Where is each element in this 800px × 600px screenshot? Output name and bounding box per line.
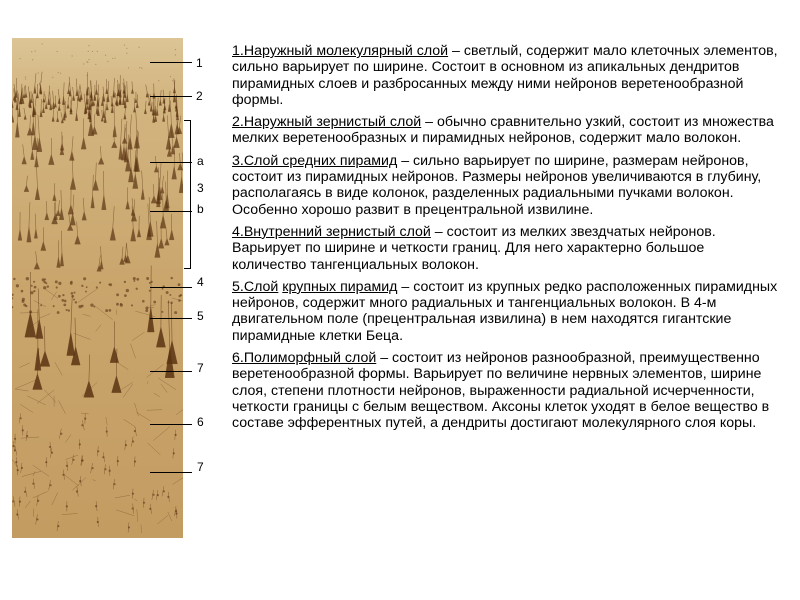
marker-7b: 7: [197, 460, 204, 474]
marker-a: a: [197, 154, 204, 168]
marker-6: 6: [197, 415, 204, 429]
marker-3: 3: [197, 181, 204, 195]
layer-3-paragraph: [232, 153, 780, 218]
layer-6-text: – состоит из нейронов разнообразной, преимущественно веретенообразной формы. Варьирует по величине нервных элементов, ширине слоя, степени плотности нейронов, выраженности радиальной исчерченности, четкости границы с белым веществом. Аксоны клеток уходят в белое вещество в составе эфферентных путей, а дендриты достигают молекулярного слоя коры.: [232, 350, 770, 432]
layer-3-bracket: [184, 120, 191, 269]
layer-2-text: – обычно сравнительно узкий, состоит из множества мелких веретенообразных и пирамидных нейронов, содержит мало волокон.: [232, 114, 774, 147]
marker-4: 4: [197, 275, 204, 289]
leader-line-b: [150, 211, 192, 212]
leader-line-1: [150, 62, 192, 63]
layer-5-title-2: крупных пирамид: [282, 278, 398, 295]
layer-3-title: 3.Слой средних пирамид: [232, 152, 398, 169]
layer-5-text: – состоит из крупных редко расположенных пирамидных нейронов, содержит много радиальных и тангенциальных волокон. В 4-м двигательном поле (прецентральная извилина) в нем находятся гигантские пирамидные клетки Беца.: [232, 278, 778, 344]
marker-5: 5: [197, 309, 204, 323]
layer-6-title: 6.Полиморфный слой: [232, 350, 377, 367]
marker-b: b: [197, 202, 204, 216]
layer-1-title: 1.Наружный молекулярный слой: [232, 43, 449, 59]
leader-line-6: [150, 424, 192, 425]
leader-line-7b: [150, 472, 192, 473]
marker-1: 1: [196, 56, 203, 70]
leader-line-2: [150, 96, 192, 97]
layer-1-paragraph: [232, 43, 780, 108]
leader-line-4: [150, 287, 192, 288]
layer-4-text: – состоит из мелких звездчатых нейронов. Варьирует по ширине и четкости границ. Для него характерно большое количество тангенциальных волокон.: [232, 223, 716, 273]
cortex-histology-image: [12, 38, 183, 538]
layer-1-text: – светлый, содержит мало клеточных элементов, сильно варьирует по ширине. Состоит в основном из апикальных дендритов пирамидных слоев и разбросанных между ними нейронов веретенообразной формы.: [232, 43, 778, 108]
layer-5-title: 5.Слой: [232, 278, 279, 295]
layer-6-paragraph: [232, 350, 780, 431]
layer-4-paragraph: [232, 224, 780, 273]
layer-3-text: – сильно варьирует по ширине, размерам нейронов, состоит из пирамидных нейронов. Размеры нейронов увеличиваются в глубину, располагаясь в виде колонок, разделенных радиальными пучками волокон. Особенно хорошо развит в прецентральной извилине.: [232, 152, 762, 218]
layer-5-paragraph: [232, 279, 780, 344]
marker-7a: 7: [197, 361, 204, 375]
layer-2-paragraph: [232, 114, 780, 147]
leader-line-7a: [150, 371, 192, 372]
leader-line-a: [150, 162, 192, 163]
marker-2: 2: [196, 89, 203, 103]
layers-description: [232, 43, 780, 438]
layer-2-title: 2.Наружный зернистый слой: [232, 114, 422, 131]
leader-line-5: [150, 318, 192, 319]
layer-4-title: 4.Внутренний зернистый слой: [232, 223, 431, 240]
